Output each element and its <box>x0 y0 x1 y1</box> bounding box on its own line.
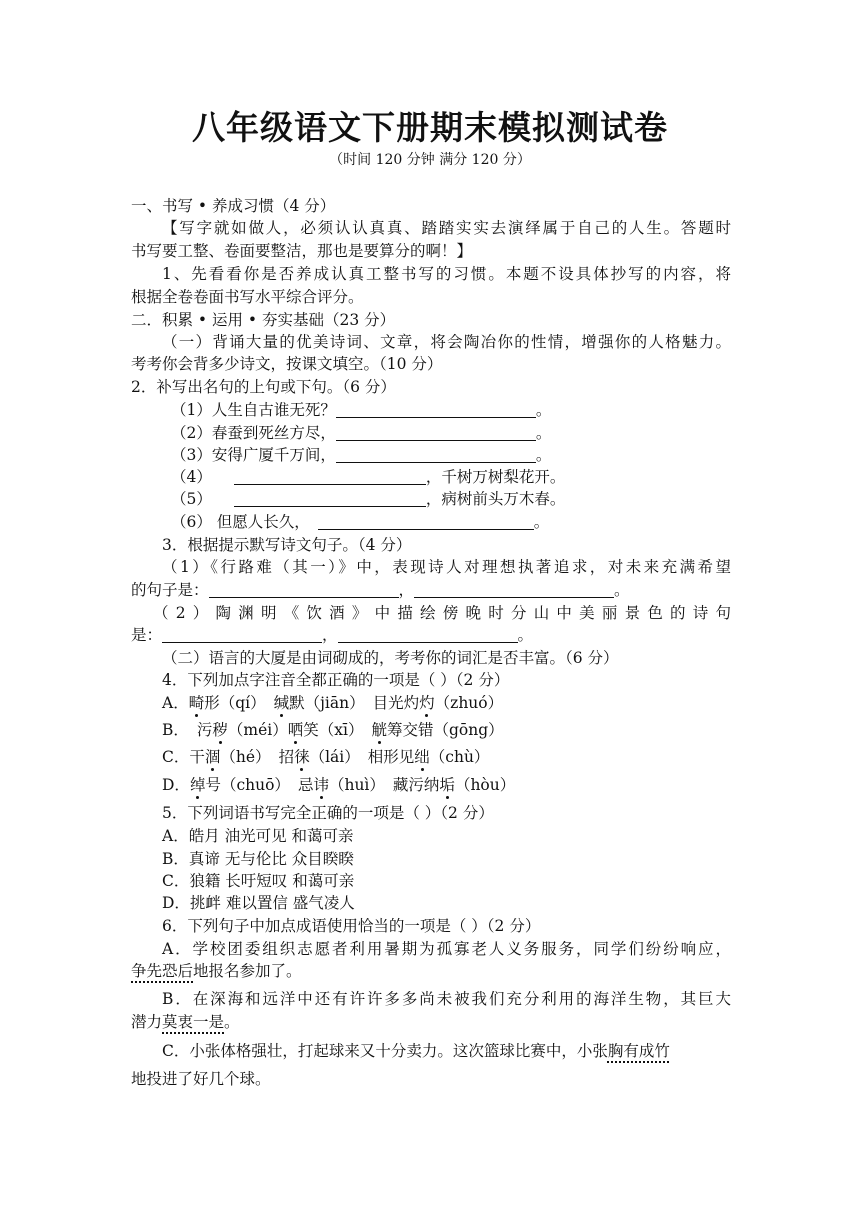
option-text: 默（jiān） <box>289 694 365 712</box>
answer-blank[interactable] <box>209 581 399 598</box>
option-text: （lái） <box>309 748 360 766</box>
question-6-option-c-cont: 地投进了好几个球。 <box>131 1070 271 1088</box>
question-6-option-b-cont <box>131 1011 731 1033</box>
option-text: 藏污纳 <box>392 776 440 794</box>
item-suffix: 。 <box>535 446 552 464</box>
answer-blank[interactable] <box>336 424 536 441</box>
question-3-2-answer <box>131 624 731 646</box>
option-text: 号（chuō） <box>205 776 290 794</box>
option-text: 。 <box>224 1013 240 1031</box>
option-text: （méi） <box>227 721 288 739</box>
question-3: 3．根据提示默写诗文句子。（4 分） <box>162 536 412 554</box>
question-4-option-a <box>162 692 762 714</box>
question-1: 1、先看看你是否养成认真工整书写的习惯。本题不设具体抄写的内容，将 <box>162 265 731 283</box>
item-prompt: （5） <box>171 490 212 508</box>
question-5-option-a: A．皓月 油光可见 和蔼可亲 <box>162 827 354 845</box>
option-text: C．小张体格强壮，打起球来又十分卖力。这次篮球比赛中，小张 <box>162 1042 608 1060</box>
option-text: 潜力 <box>131 1013 163 1031</box>
question-4-option-b <box>162 719 762 741</box>
question-2-item <box>171 466 771 488</box>
option-letter: D． <box>162 776 190 794</box>
option-text: 忌 <box>297 776 314 794</box>
question-2-item <box>171 444 771 466</box>
item-prompt: （2）春蚕到死丝方尽， <box>171 424 336 442</box>
question-4-option-d <box>162 774 762 796</box>
dotted-char: 缄 <box>273 694 290 712</box>
page-subtitle: （时间 120 分钟 满分 120 分） <box>329 152 531 168</box>
item-prompt: 的句子是： <box>131 581 209 599</box>
dotted-idiom <box>131 962 193 980</box>
dotted-char: 绰 <box>189 776 206 794</box>
item-suffix: 。 <box>614 581 630 599</box>
question-6: 6．下列句子中加点成语使用恰当的一项是（ ）（2 分） <box>162 917 541 935</box>
section-1-note: 【写字就如做人，必须认认真真、踏踏实实去演绎属于自己的人生。答题时 <box>162 219 731 237</box>
question-6-option-a: A．学校团委组织志愿者利用暑期为孤寡老人义务服务，同学们纷纷响应， <box>162 940 731 958</box>
question-3-1-answer <box>131 579 731 601</box>
answer-blank[interactable] <box>414 581 614 598</box>
answer-blank[interactable] <box>234 490 426 507</box>
option-text: 目光灼 <box>372 694 420 712</box>
idiom-text: 争先恐后 <box>131 962 194 980</box>
option-text: （chù） <box>429 748 490 766</box>
option-letter: B． <box>162 721 189 739</box>
option-text: 干 <box>189 748 205 766</box>
item-suffix: 。 <box>533 513 550 531</box>
separator: ， <box>322 626 338 644</box>
question-3-1: （1）《行路难（其一）》中，表现诗人对理想执著追求，对未来充满希望 <box>162 558 731 576</box>
question-2-item <box>171 399 771 421</box>
item-suffix: ，病树前头万木春。 <box>425 490 566 508</box>
question-2-item <box>171 488 771 510</box>
answer-blank[interactable] <box>336 446 536 463</box>
separator: ， <box>398 581 415 599</box>
question-6-option-a-cont <box>131 960 731 982</box>
dotted-char: 畸 <box>188 694 205 712</box>
option-text: 笑（xī） <box>303 721 364 739</box>
item-prompt: （6） 但愿人长久， <box>171 513 310 531</box>
option-letter: A． <box>162 694 189 712</box>
option-text: 相形见 <box>367 748 415 766</box>
option-text: 地报名参加了。 <box>193 962 302 980</box>
question-3-2: （2）陶渊明《饮酒》中描绘傍晚时分山中美丽景色的诗句 <box>153 604 731 622</box>
answer-blank[interactable] <box>338 626 518 643</box>
dotted-char: 涸 <box>204 748 221 766</box>
section-1-heading: 一、书写 • 养成习惯（4 分） <box>131 197 336 215</box>
option-text: 招 <box>278 748 295 766</box>
item-prompt: （1）人生自古谁无死？ <box>171 401 336 419</box>
dotted-char: 哂 <box>287 721 304 739</box>
item-suffix: 。 <box>517 626 534 644</box>
idiom-text: 莫衷一是 <box>162 1013 225 1031</box>
idiom-text: 胸有成竹 <box>607 1042 670 1060</box>
option-text: （hòu） <box>454 776 516 794</box>
dotted-char: 秽 <box>212 721 228 739</box>
answer-blank[interactable] <box>162 626 322 643</box>
option-text: （zhuó） <box>434 694 504 712</box>
option-text: 污 <box>196 721 213 739</box>
dotted-char: 绌 <box>414 748 430 766</box>
dotted-char: 徕 <box>294 748 310 766</box>
section-1-note-cont: 书写要工整、卷面要整洁，那也是要算分的啊！】 <box>131 242 473 260</box>
item-suffix: 。 <box>535 424 552 442</box>
question-5: 5．下列词语书写完全正确的一项是（ ）（2 分） <box>162 804 494 822</box>
dotted-char: 垢 <box>439 776 455 794</box>
section-2-part-1: （一）背诵大量的优美诗词、文章，将会陶冶你的性情，增强你的人格魅力。 <box>162 333 731 351</box>
answer-blank[interactable] <box>336 401 536 418</box>
option-text: 形（qí） <box>204 694 266 712</box>
question-6-option-c <box>162 1040 731 1062</box>
item-suffix: ，千树万树梨花开。 <box>425 468 566 486</box>
question-2-item <box>171 511 771 533</box>
question-2: 2．补写出名句的上句或下句。（6 分） <box>131 378 396 396</box>
answer-blank[interactable] <box>318 513 534 530</box>
question-6-option-b: B．在深海和远洋中还有许许多多尚未被我们充分利用的海洋生物，其巨大 <box>162 990 731 1008</box>
dotted-char: 讳 <box>313 776 329 794</box>
item-suffix: 。 <box>535 401 552 419</box>
answer-blank[interactable] <box>234 468 426 485</box>
option-text: （hé） <box>220 748 271 766</box>
item-prompt: 是： <box>131 626 163 644</box>
question-4: 4．下列加点字注音全都正确的一项是（ ）（2 分） <box>162 671 510 689</box>
section-2-part-1-cont: 考考你会背多少诗文，按课文填空。（10 分） <box>131 355 443 373</box>
item-prompt: （4） <box>171 468 212 486</box>
option-text: （huì） <box>328 776 385 794</box>
section-2-part-2: （二）语言的大厦是由词砌成的，考考你的词汇是否丰富。（6 分） <box>162 649 619 667</box>
dotted-char: 灼 <box>419 694 435 712</box>
question-5-option-b: B．真谛 无与伦比 众目睽睽 <box>162 850 354 868</box>
question-2-item <box>171 422 771 444</box>
question-4-option-c <box>162 746 762 768</box>
question-5-option-c: C．狼籍 长吁短叹 和蔼可亲 <box>162 872 355 890</box>
question-1-cont: 根据全卷卷面书写水平综合评分。 <box>131 288 364 306</box>
option-text: 筹交错（gōng） <box>386 721 504 739</box>
item-prompt: （3）安得广厦千万间， <box>171 446 336 464</box>
option-letter: C． <box>162 748 190 766</box>
section-2-heading: 二．积累 • 运用 • 夯实基础（23 分） <box>131 311 396 329</box>
page-title: 八年级语文下册期末模拟测试卷 <box>192 108 668 147</box>
dotted-char: 觥 <box>371 721 387 739</box>
question-5-option-d: D．挑衅 难以置信 盛气凌人 <box>162 894 355 912</box>
